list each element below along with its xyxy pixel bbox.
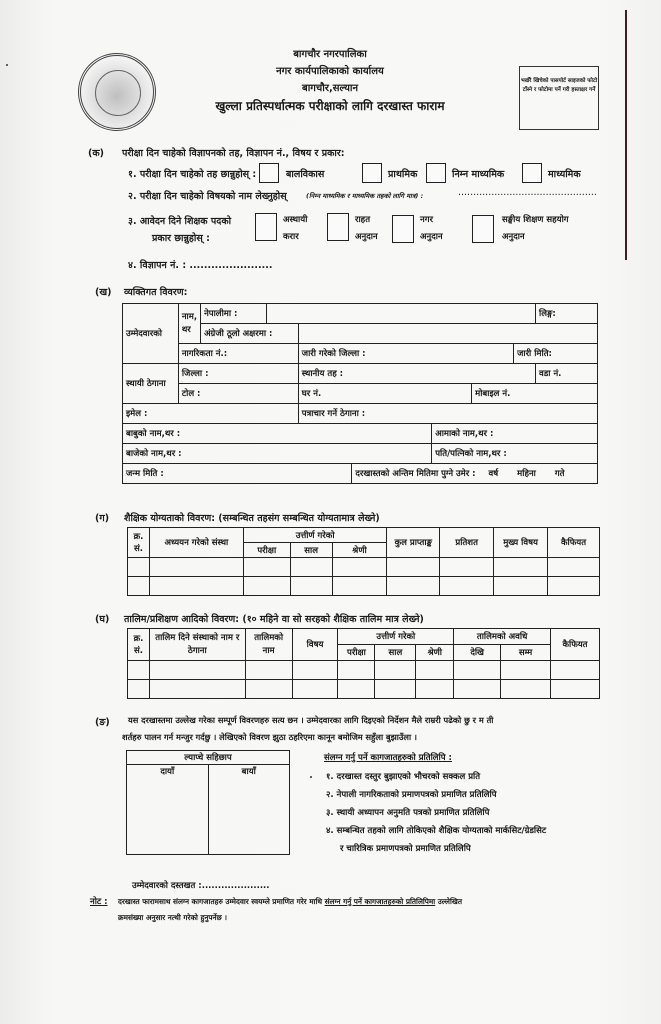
col-subject: विषय: [292, 629, 338, 661]
age-label: दरखास्तको अन्तिम मितिमा पुग्ने उमेर :: [355, 469, 476, 479]
speck: [310, 776, 312, 778]
q2-label: २. परीक्षा दिन चाहेको विषयको नाम लेख्नुहोस्: [128, 191, 287, 202]
level-label: प्राथमिक: [388, 169, 418, 180]
personal-details-table: [122, 303, 598, 484]
note-label: नोट :: [90, 897, 108, 907]
section-kha-title: व्यक्तिगत विवरण:: [124, 287, 188, 298]
cell[interactable]: [454, 680, 501, 699]
training-table: [127, 628, 600, 699]
issued-district-field[interactable]: [298, 344, 513, 364]
cell[interactable]: [454, 661, 501, 680]
email-field[interactable]: [123, 404, 299, 424]
correspondence-address-field[interactable]: [298, 404, 597, 424]
citizenship-no-field[interactable]: [178, 344, 298, 364]
level-checkbox-secondary[interactable]: [522, 163, 542, 183]
section-gha-marker: (घ): [95, 614, 110, 625]
cell[interactable]: [416, 680, 454, 699]
father-name-field[interactable]: [123, 424, 432, 444]
nepali-name-label: नेपालीमा :: [201, 304, 267, 324]
cell[interactable]: [245, 680, 292, 699]
declaration-line1: यस दरखास्तमा उल्लेख गरेका सम्पूर्ण विवरणहरु सत्य छन । उम्मेदवारका लागि दिइएको निर्देशन मैले राम्ररी पढेको छु र म ती: [128, 715, 494, 725]
district-field[interactable]: [178, 364, 298, 384]
note-text-1: दरखास्त फारामसाथ संलग्न कागजातहरु उम्मेदवार स्वयम्ले प्रमाणित गरेर माथि: [118, 897, 323, 906]
post-label: अस्थायी: [283, 215, 308, 225]
col-remarks: कैफियत: [551, 629, 600, 661]
col-remarks: कैफियत: [548, 528, 600, 558]
mobile-no-label: मोबाइल नं.: [475, 389, 511, 399]
dob-label: जन्म मिति :: [126, 469, 164, 479]
cell[interactable]: [494, 577, 548, 596]
level-checkbox-lower-secondary[interactable]: [426, 163, 446, 183]
email-label: इमेल :: [126, 409, 148, 419]
note-line2: क्रमसंख्या अनुसार नत्थी गरेको हुनुपर्नेछ ।: [118, 913, 228, 922]
permanent-address-label: स्थायी ठेगाना: [123, 364, 179, 404]
grandfather-name-label: बाजेको नाम,थर :: [126, 449, 182, 459]
form-title: खुल्ला प्रतिस्पर्धात्मक परीक्षाको लागि दरखास्त फाराम: [215, 99, 445, 113]
section-gha-title: तालिम/प्रशिक्षण आदिको विवरण: (१० महिने वा सो सरहको शैक्षिक तालिम मात्र लेख्ने): [124, 614, 424, 625]
table-row: [128, 577, 600, 596]
gender-field[interactable]: [536, 304, 598, 324]
left-thumb-label: बायाँ: [241, 767, 256, 777]
tole-label: टोल :: [181, 389, 201, 399]
cell[interactable]: [440, 558, 494, 577]
ward-no-field[interactable]: [536, 364, 598, 384]
note-text-2: उल्लेखित: [437, 897, 462, 906]
cell[interactable]: [128, 680, 150, 699]
tole-field[interactable]: [178, 384, 298, 404]
post-checkbox-municipal[interactable]: [392, 215, 414, 243]
post-label: नगर: [420, 215, 433, 225]
post-label: राहत: [355, 215, 371, 225]
cell[interactable]: [338, 680, 375, 699]
col-main-subject: मुख्य विषय: [494, 528, 548, 558]
thumbprint-title: ल्याप्चे सहिछाप: [127, 751, 290, 765]
attachment-item: २. नेपाली नागरिकताको प्रमाणपत्रको प्रमाणित प्रतिलिपि: [326, 790, 497, 800]
issued-date-label: जारी मिति:: [517, 349, 552, 359]
col-exam: परीक्षा: [338, 645, 375, 661]
note-text-underlined: संलग्न गर्नु पर्ने कागजातहरुको प्रतिलिपिमा: [324, 897, 436, 906]
level-label: माध्यमिक: [548, 169, 581, 180]
cell[interactable]: [332, 558, 387, 577]
col-training-name: तालिमको नाम: [245, 629, 292, 661]
q2-subject-input[interactable]: ..............................................: [458, 187, 597, 198]
house-no-label: घर नं.: [301, 389, 322, 399]
cell[interactable]: [149, 577, 243, 596]
nepali-name-input[interactable]: [266, 304, 535, 324]
post-checkbox-federal[interactable]: [472, 215, 494, 243]
col-to: सम्म: [501, 645, 551, 661]
cell[interactable]: [290, 577, 332, 596]
right-thumb-label: दायाँ: [160, 767, 175, 777]
correspondence-address-label: पत्राचार गर्ने ठेगाना :: [301, 409, 366, 419]
name-surname-label: नाम, थर: [178, 304, 200, 344]
q2-note: (निम्न माध्यमिक र माध्यमिक तहको लागि मात्र) :: [306, 192, 424, 200]
cell[interactable]: [292, 661, 338, 680]
mobile-no-field[interactable]: [472, 384, 598, 404]
months-label: महिना: [517, 469, 536, 479]
cell[interactable]: [128, 577, 150, 596]
col-year: साल: [375, 645, 416, 661]
cell[interactable]: [290, 558, 332, 577]
cell[interactable]: [332, 577, 387, 596]
table-row: [128, 661, 600, 680]
house-no-field[interactable]: [298, 384, 471, 404]
post-checkbox-relief[interactable]: [327, 213, 349, 241]
q1-label: १. परीक्षा दिन चाहेको तह छान्नुहोस् :: [128, 169, 257, 180]
section-kha-marker: (ख): [95, 287, 112, 298]
issued-date-field[interactable]: [514, 344, 598, 364]
mother-name-label: आमाको नाम,थर :: [435, 429, 494, 439]
candidate-signature[interactable]: उम्मेदवारको दस्तखत :.....................: [132, 881, 270, 891]
q3-label-line1: ३. आवेदन दिने शिक्षक पदको: [128, 216, 232, 227]
attachment-item-cont: र चारित्रिक प्रमाणपत्रको प्रमाणित प्रतिलिपि: [340, 844, 471, 854]
note-text: [118, 897, 462, 907]
cell[interactable]: [494, 558, 548, 577]
declaration-line2: शर्तहरु पालन गर्न मन्जुर गर्दछु । लेखिएको विवरण झुठा ठहरिएमा कानून बमोजिम सहुँला बुझाउँला ।: [122, 732, 418, 742]
cell[interactable]: [548, 558, 600, 577]
col-percentage: प्रतिशत: [440, 528, 494, 558]
local-level-label: स्थानीय तह :: [301, 369, 344, 379]
cell[interactable]: [338, 661, 375, 680]
age-field[interactable]: [352, 464, 598, 484]
section-ga-marker: (ग): [95, 513, 110, 524]
col-exam: परीक्षा: [243, 543, 290, 558]
location: बागचौर,सल्यान: [301, 83, 359, 94]
municipality-logo-icon: [78, 53, 156, 131]
org-name: बागचौर नगरपालिका: [293, 49, 367, 60]
cell[interactable]: [292, 680, 338, 699]
gender-label: लिङ्ग:: [539, 309, 556, 319]
post-label: अनुदान: [502, 232, 525, 242]
post-label: करार: [283, 232, 299, 242]
col-passed: उत्तीर्ण गरेको: [243, 528, 387, 543]
photo-box-text: भर्खरै खिचेको पासपोर्ट साइजको फोटो टाँस्ने र फोटोमा पर्ने गरी हस्ताक्षर गर्ने: [520, 78, 598, 93]
col-institute: तालिम दिने संस्थाको नाम र ठेगाना: [149, 629, 245, 661]
cell[interactable]: [551, 661, 600, 680]
cell[interactable]: [243, 577, 290, 596]
col-sn: क्र. सं.: [128, 629, 150, 661]
col-duration: तालिमको अवधि: [454, 629, 551, 645]
right-thumb-box[interactable]: [127, 765, 209, 855]
cell[interactable]: [375, 680, 416, 699]
cell[interactable]: [149, 661, 245, 680]
cell[interactable]: [440, 577, 494, 596]
col-passed: उत्तीर्ण गरेको: [338, 629, 454, 645]
table-row: [128, 558, 600, 577]
dob-field[interactable]: [123, 464, 352, 484]
cell[interactable]: [245, 661, 292, 680]
cell[interactable]: [149, 558, 243, 577]
father-name-label: बाबुको नाम,थर :: [126, 429, 181, 439]
cell[interactable]: [128, 661, 150, 680]
grandfather-name-field[interactable]: [123, 444, 432, 464]
section-ka-title: परीक्षा दिन चाहेको विज्ञापनको तह, विज्ञापन नं., विषय र प्रकार:: [122, 148, 345, 159]
post-label: सङ्घीय शिक्षण सहयोग: [502, 215, 569, 225]
issued-district-label: जारी गरेको जिल्ला :: [301, 349, 366, 359]
cell[interactable]: [548, 577, 600, 596]
level-label: बालविकास: [286, 169, 325, 180]
attachment-item: ३. स्थायी अध्यापन अनुमति पत्रको प्रमाणित प्रतिलिपि: [326, 808, 490, 818]
photo-box[interactable]: [519, 66, 599, 130]
col-division: श्रेणी: [416, 645, 454, 661]
spouse-name-field[interactable]: [432, 444, 598, 464]
cell[interactable]: [387, 558, 440, 577]
col-sn: क्र. सं.: [128, 528, 150, 558]
col-year: साल: [290, 543, 332, 558]
years-label: वर्ष: [488, 469, 499, 479]
education-table: [127, 527, 600, 596]
q3-label-line2: प्रकार छान्नुहोस् :: [152, 233, 210, 244]
english-name-label: अंग्रेजी ठूलो अक्षरमा :: [201, 324, 299, 344]
level-label: निम्न माध्यमिक: [452, 169, 505, 180]
post-label: अनुदान: [420, 232, 443, 242]
section-ka-marker: (क): [88, 148, 104, 159]
left-thumb-box[interactable]: [208, 765, 290, 855]
cell[interactable]: [128, 558, 150, 577]
attachment-item: ४. सम्बन्धित तहको लागि तोकिएको शैक्षिक योग्यताको मार्कसिट/ग्रेडसिट: [326, 826, 547, 836]
col-total-marks: कुल प्राप्ताङ्क: [387, 528, 440, 558]
cell[interactable]: [243, 558, 290, 577]
cell[interactable]: [375, 661, 416, 680]
cell[interactable]: [551, 680, 600, 699]
table-row: [128, 680, 600, 699]
col-institution: अध्ययन गरेको संस्था: [149, 528, 243, 558]
level-checkbox-primary[interactable]: [362, 163, 382, 183]
district-label: जिल्ला :: [181, 369, 209, 379]
post-label: अनुदान: [355, 232, 378, 242]
section-ga-title: शैक्षिक योग्यताको विवरण: (सम्बन्धित तहसंग सम्बन्धित योग्यतामात्र लेख्ने): [124, 513, 380, 524]
col-division: श्रेणी: [332, 543, 387, 558]
col-from: देखि: [454, 645, 501, 661]
attachments-title: संलग्न गर्नु पर्ने कागजातहरुको प्रतिलिपि :: [324, 753, 452, 763]
post-checkbox-temporary[interactable]: [255, 213, 277, 241]
page-edge-line: [625, 10, 627, 260]
cell[interactable]: [416, 661, 454, 680]
q4-advertisement-no[interactable]: ४. विज्ञापन नं. : .......................: [128, 260, 273, 271]
citizenship-no-label: नागरिकता नं.:: [181, 349, 228, 359]
spouse-name-label: पति/पत्निको नाम,थर :: [435, 449, 507, 459]
cell[interactable]: [149, 680, 245, 699]
speck: [6, 64, 8, 66]
office-name: नगर कार्यपालिकाको कार्यालय: [276, 66, 384, 77]
level-checkbox-bal[interactable]: [259, 163, 279, 183]
cell[interactable]: [501, 680, 551, 699]
english-name-input[interactable]: [298, 324, 597, 344]
ward-no-label: वडा नं.: [539, 369, 562, 379]
attachment-item: १. दरखास्त दस्तुर बुझाएको भौचरको सक्कल प्रति: [326, 772, 481, 782]
days-label: गते: [554, 469, 565, 479]
thumbprint-box: [126, 750, 290, 855]
mother-name-field[interactable]: [432, 424, 598, 444]
section-nga-marker: (ङ): [95, 717, 110, 728]
candidate-label: उम्मेदवारको: [123, 304, 179, 364]
cell[interactable]: [387, 577, 440, 596]
local-level-field[interactable]: [298, 364, 535, 384]
cell[interactable]: [501, 661, 551, 680]
